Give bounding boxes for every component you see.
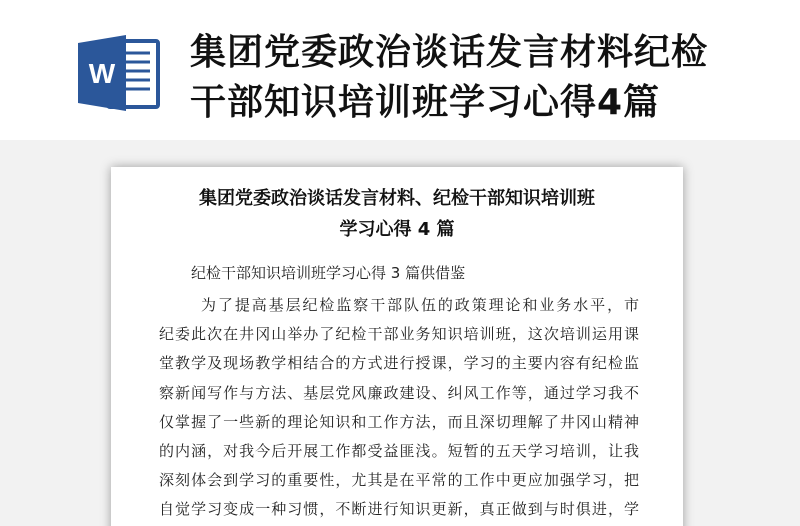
- banner: [0, 0, 800, 140]
- word-icon-letter: W: [88, 58, 116, 89]
- word-document-icon: [76, 33, 166, 113]
- document-subheading: 纪检干部知识培训班学习心得 3 篇供借鉴: [191, 264, 466, 282]
- document-body: [159, 291, 639, 525]
- banner-title-line-1: 集团党委政治谈话发言材料纪检: [190, 32, 709, 73]
- body-line: 察新闻写作与方法、基层党风廉政建设、纠风工作等，通过学习我不: [159, 383, 639, 402]
- body-line: 仅掌握了一些新的理论知识和工作方法，而且深切理解了井冈山精神: [159, 412, 639, 431]
- document-title-line-2: 学习心得 4 篇: [339, 219, 455, 240]
- body-line: 的内涵，对我今后开展工作都受益匪浅。短暂的五天学习培训，让我: [159, 442, 639, 461]
- banner-title: [190, 28, 790, 128]
- body-line: 堂教学及现场教学相结合的方式进行授课，学习的主要内容有纪检监: [159, 354, 639, 373]
- body-line: 为了提高基层纪检监察干部队伍的政策理论和业务水平，市: [201, 296, 639, 314]
- banner-title-line-2: 干部知识培训班学习心得4篇: [190, 82, 661, 123]
- body-line: 自觉学习变成一种习惯，不断进行知识更新，真正做到与时俱进，学: [159, 500, 639, 519]
- body-line: 纪委此次在井冈山举办了纪检干部业务知识培训班，这次培训运用课: [159, 325, 639, 344]
- body-line: 深刻体会到学习的重要性，尤其是在平常的工作中更应加强学习，把: [159, 471, 639, 490]
- document-page: [111, 167, 683, 526]
- document-title-line-1: 集团党委政治谈话发言材料、纪检干部知识培训班: [199, 188, 595, 209]
- document-title: [111, 183, 683, 245]
